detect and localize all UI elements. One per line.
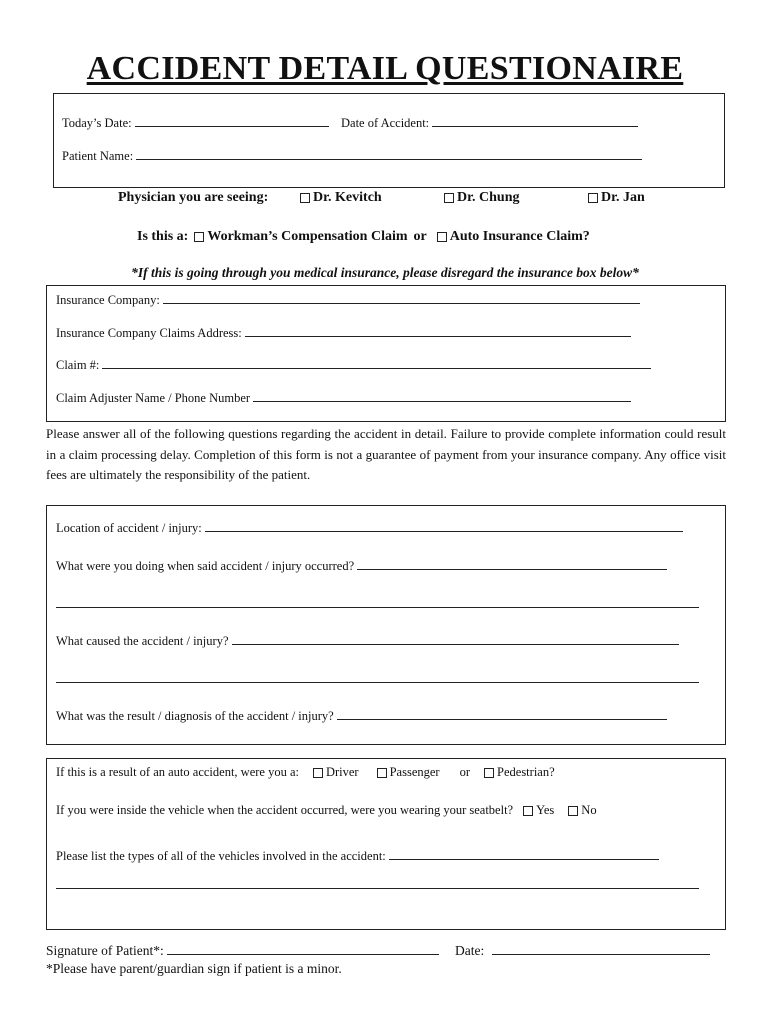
claim-type-prefix: Is this a: (137, 229, 189, 244)
vehicles-label: Please list the types of all of the vehicles involved in the accident: (56, 849, 386, 863)
claims-address-label: Insurance Company Claims Address: (56, 326, 242, 340)
physician-row (118, 190, 268, 206)
workmans-comp-option[interactable] (194, 229, 407, 245)
checkbox-icon[interactable] (300, 193, 310, 203)
claim-type-connector: or (413, 229, 427, 244)
pedestrian-option[interactable] (484, 765, 555, 780)
checkbox-icon[interactable] (523, 806, 533, 816)
claims-address-field[interactable] (56, 326, 631, 341)
result-line[interactable] (337, 709, 667, 720)
location-line[interactable] (205, 521, 683, 532)
result-field[interactable] (56, 709, 667, 724)
claim-adjuster-line[interactable] (253, 391, 631, 402)
date-of-accident-label: Date of Accident: (341, 116, 430, 130)
activity-field[interactable] (56, 559, 667, 574)
minor-note: *Please have parent/guardian sign if patient is a minor. (46, 961, 342, 976)
activity-continued-line[interactable] (56, 597, 699, 608)
signature-date-field[interactable] (455, 943, 710, 959)
passenger-label: Passenger (389, 765, 440, 779)
instructions-paragraph: Please answer all of the following questions regarding the accident in detail. Failure to provide complete information could result in a claim processing delay. Completion of this form is not a guarantee of payment from your insurance company. Any office visit fees are ultimately the responsibility of the patient. (46, 426, 726, 482)
location-field[interactable] (56, 521, 683, 536)
physician-option-jan[interactable] (588, 190, 645, 206)
vehicle-role-label: If this is a result of an auto accident, were you a: (56, 765, 299, 779)
vehicle-role-row (56, 765, 555, 780)
insurance-company-field[interactable] (56, 293, 640, 308)
cause-continued-field[interactable] (56, 672, 699, 683)
todays-date-label: Today’s Date: (62, 116, 132, 130)
vehicles-continued-field[interactable] (56, 878, 699, 889)
signature-field[interactable] (46, 943, 439, 959)
claim-type-row (137, 229, 590, 245)
date-of-accident-field[interactable] (341, 116, 638, 131)
claim-number-label: Claim #: (56, 358, 100, 372)
signature-label: Signature of Patient*: (46, 943, 164, 958)
physician-option-kevitch[interactable] (300, 190, 382, 206)
insurance-company-label: Insurance Company: (56, 293, 160, 307)
seatbelt-no-option[interactable] (568, 803, 596, 818)
passenger-option[interactable] (377, 765, 440, 780)
checkbox-icon[interactable] (568, 806, 578, 816)
cause-continued-line[interactable] (56, 672, 699, 683)
auto-accident-box (46, 758, 726, 930)
claim-number-line[interactable] (102, 358, 651, 369)
cause-label: What caused the accident / injury? (56, 634, 229, 648)
date-of-accident-line[interactable] (432, 116, 638, 127)
location-label: Location of accident / injury: (56, 521, 202, 535)
physician-option-label: Dr. Chung (457, 190, 520, 205)
seatbelt-no-label: No (581, 803, 597, 817)
claims-address-line[interactable] (245, 326, 631, 337)
driver-label: Driver (325, 765, 359, 779)
patient-name-label: Patient Name: (62, 149, 134, 163)
patient-name-field[interactable] (62, 149, 642, 164)
claim-number-field[interactable] (56, 358, 651, 373)
vehicles-field[interactable] (56, 849, 659, 864)
cause-field[interactable] (56, 634, 679, 649)
vehicle-role-or: or (459, 765, 471, 779)
auto-insurance-label: Auto Insurance Claim? (449, 229, 590, 244)
auto-insurance-option[interactable] (437, 229, 590, 245)
seatbelt-label: If you were inside the vehicle when the accident occurred, were you wearing your seatbelt? (56, 803, 514, 817)
cause-line[interactable] (232, 634, 679, 645)
physician-label: Physician you are seeing: (118, 190, 269, 205)
checkbox-icon[interactable] (313, 768, 323, 778)
seatbelt-row (56, 803, 597, 818)
checkbox-icon[interactable] (484, 768, 494, 778)
claim-adjuster-field[interactable] (56, 391, 631, 406)
result-label: What was the result / diagnosis of the accident / injury? (56, 709, 334, 723)
claim-adjuster-label: Claim Adjuster Name / Phone Number (56, 391, 251, 405)
driver-option[interactable] (313, 765, 359, 780)
activity-label: What were you doing when said accident / injury occurred? (56, 559, 355, 573)
signature-date-line[interactable] (492, 944, 710, 955)
checkbox-icon[interactable] (444, 193, 454, 203)
patient-info-box (53, 93, 725, 188)
todays-date-field[interactable] (62, 116, 329, 131)
seatbelt-yes-label: Yes (536, 803, 555, 817)
form-title: ACCIDENT DETAIL QUESTIONAIRE (86, 50, 684, 87)
physician-option-label: Dr. Jan (601, 190, 645, 205)
physician-option-chung[interactable] (444, 190, 520, 206)
seatbelt-yes-option[interactable] (523, 803, 554, 818)
checkbox-icon[interactable] (588, 193, 598, 203)
checkbox-icon[interactable] (437, 232, 447, 242)
checkbox-icon[interactable] (377, 768, 387, 778)
physician-option-label: Dr. Kevitch (313, 190, 382, 205)
vehicles-continued-line[interactable] (56, 878, 699, 889)
activity-line[interactable] (357, 559, 667, 570)
pedestrian-label: Pedestrian? (497, 765, 555, 779)
activity-continued-field[interactable] (56, 597, 699, 608)
insurance-company-line[interactable] (163, 293, 640, 304)
signature-line[interactable] (167, 944, 439, 955)
todays-date-line[interactable] (135, 116, 329, 127)
workmans-comp-label: Workman’s Compensation Claim (207, 229, 408, 244)
vehicles-line[interactable] (389, 849, 659, 860)
patient-name-line[interactable] (136, 149, 642, 160)
checkbox-icon[interactable] (194, 232, 204, 242)
signature-date-label: Date: (455, 943, 485, 958)
insurance-note: *If this is going through you medical insurance, please disregard the insurance box below* (131, 265, 639, 280)
